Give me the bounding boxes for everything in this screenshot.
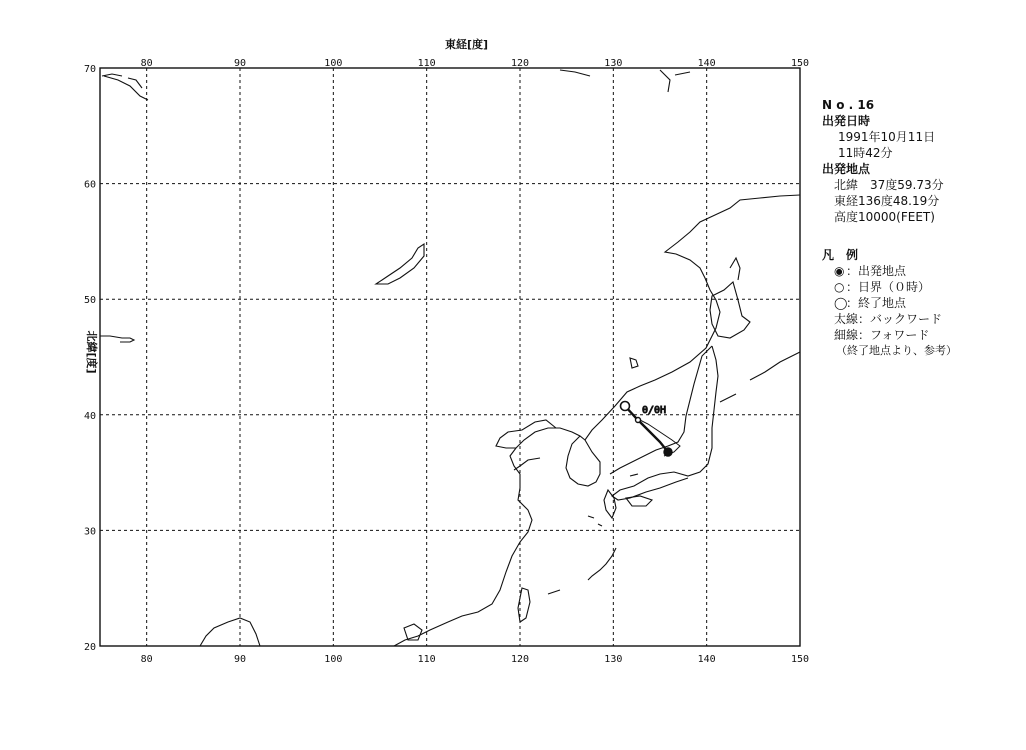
- lon-tick-top: 110: [417, 58, 436, 69]
- coastline-india: [200, 618, 260, 646]
- island-chain: [548, 474, 638, 594]
- lon-tick-bottom: 90: [233, 654, 247, 665]
- departure-time: 11時42分: [838, 146, 893, 160]
- legend-item-text: 細線：フォワード: [834, 328, 930, 342]
- coastline-west-lake: [100, 336, 134, 342]
- legend-note: （終了地点より、参考）: [836, 344, 957, 357]
- departure-point-icon: ◉: [834, 264, 845, 278]
- lon-tick-top: 140: [697, 58, 716, 69]
- longitude-value: 東経136度48.19分: [834, 194, 940, 208]
- coastline-shandong: [514, 458, 540, 470]
- legend-item-text: ：終了地点: [846, 296, 907, 310]
- lon-tick-top: 150: [790, 58, 810, 69]
- legend-title: 凡 例: [822, 248, 859, 262]
- coastline-asia-east: [394, 195, 800, 646]
- lon-tick-bottom: 120: [510, 654, 530, 665]
- coastline-kamchatka: [730, 258, 740, 280]
- departure-datetime-label: 出発日時: [822, 114, 871, 128]
- lon-tick-bottom: 100: [324, 654, 343, 665]
- lon-tick-top: 80: [140, 58, 153, 69]
- coastline-liaodong: [496, 420, 556, 448]
- legend-item-text: ：出発地点: [846, 264, 907, 278]
- legend-item-text: ：日界（０時）: [846, 280, 931, 294]
- y-axis-title: 北緯[度]: [85, 330, 98, 374]
- info-panel: [822, 97, 1022, 359]
- coastline-shikoku: [626, 496, 652, 506]
- legend-item: [822, 327, 1022, 343]
- lon-tick-bottom: 140: [697, 654, 716, 665]
- coastline-korea: [566, 436, 600, 486]
- lon-tick-top: 90: [233, 58, 247, 69]
- latitude-value: 北緯 37度59.73分: [834, 178, 944, 192]
- lat-tick: 20: [83, 642, 96, 653]
- coastline-honshu: [612, 346, 718, 500]
- coastline-hokkaido: [710, 282, 750, 338]
- trajectory: [621, 402, 681, 457]
- lon-tick-top: 130: [604, 58, 623, 69]
- x-axis-title: 東経[度]: [445, 38, 489, 51]
- legend-item: [822, 263, 1022, 279]
- lon-tick-top: 100: [324, 58, 343, 69]
- day-boundary-icon: ○: [834, 280, 845, 294]
- end-point-marker: [621, 402, 630, 411]
- lon-tick-bottom: 150: [790, 654, 810, 665]
- lat-tick: 30: [83, 526, 96, 538]
- altitude-value: 高度10000(FEET): [834, 210, 935, 224]
- coastline-sakhalin: [376, 244, 424, 284]
- legend-item-text: 太線：バックワード: [834, 312, 943, 326]
- legend-item: [822, 311, 1022, 327]
- lon-tick-bottom: 130: [604, 654, 623, 665]
- lat-tick: 70: [83, 64, 96, 75]
- lon-tick-top: 120: [510, 58, 530, 69]
- run-number: N o . 16: [822, 98, 875, 112]
- legend-item: [822, 295, 1022, 311]
- lon-tick-bottom: 80: [140, 654, 153, 665]
- lat-tick: 50: [83, 295, 96, 307]
- departure-date: 1991年10月11日: [838, 130, 936, 144]
- lat-tick: 40: [83, 410, 96, 422]
- departure-point-marker: [664, 448, 672, 456]
- coastline-mainland: [102, 70, 690, 100]
- departure-point-label: 出発地点: [822, 162, 871, 176]
- coastlines: [100, 70, 800, 646]
- lat-tick: 60: [83, 179, 96, 191]
- end-point-icon: ◯: [834, 296, 848, 310]
- day-boundary-marker: [636, 418, 641, 423]
- trajectory-time-label: 0/0H: [642, 405, 667, 416]
- legend-list: [822, 263, 1022, 343]
- legend-item: [822, 279, 1022, 295]
- coastline-east-edge: [720, 352, 800, 402]
- lon-tick-bottom: 110: [417, 654, 436, 665]
